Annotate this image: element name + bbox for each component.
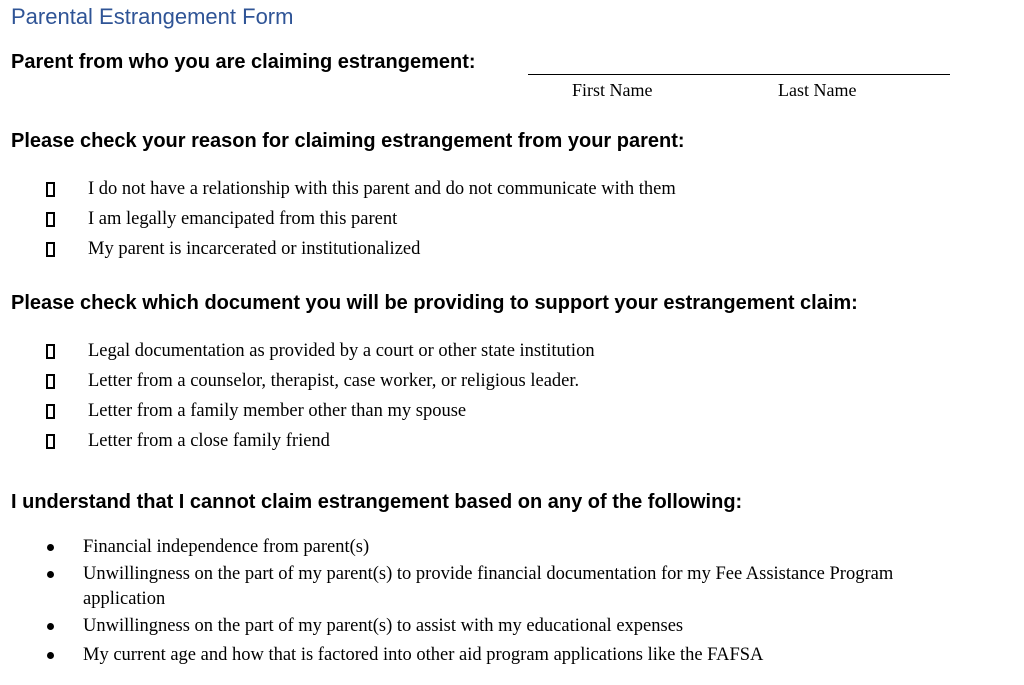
- document-option-counselor-letter[interactable]: [46, 369, 580, 393]
- reason-option-no-relationship[interactable]: [46, 177, 676, 201]
- document-heading: Please check which document you will be providing to support your estrangement claim:: [11, 292, 858, 314]
- document-option-label: Letter from a family member other than my spouse: [88, 400, 467, 421]
- reason-option-label: I do not have a relationship with this parent and do not communicate with them: [88, 178, 676, 199]
- document-option-label: Letter from a counselor, therapist, case worker, or religious leader.: [88, 370, 580, 391]
- parent-name-label: Parent from who you are claiming estrangement:: [11, 51, 476, 73]
- parent-name-field[interactable]: [528, 74, 950, 75]
- reason-heading: Please check your reason for claiming estrangement from your parent:: [11, 130, 685, 152]
- bullet-icon: [47, 544, 54, 551]
- checkbox[interactable]: [46, 344, 55, 359]
- checkbox[interactable]: [46, 212, 55, 227]
- list-item-text: Unwillingness on the part of my parent(s) to assist with my educational expenses: [83, 616, 684, 636]
- bullet-icon: [47, 623, 54, 630]
- understand-heading: I understand that I cannot claim estrangement based on any of the following:: [11, 491, 743, 513]
- reason-option-label: My parent is incarcerated or institutionalized: [88, 238, 421, 259]
- reason-option-emancipated[interactable]: [46, 207, 398, 231]
- reason-option-label: I am legally emancipated from this parent: [88, 208, 398, 229]
- bullet-icon: [47, 652, 54, 659]
- reason-option-incarcerated[interactable]: [46, 237, 421, 261]
- form-title: Parental Estrangement Form: [11, 4, 294, 29]
- list-item-text: Financial independence from parent(s): [83, 537, 370, 557]
- checkbox[interactable]: [46, 434, 55, 449]
- last-name-label: Last Name: [778, 80, 857, 100]
- document-option-legal[interactable]: [46, 339, 595, 363]
- list-item-text: Unwillingness on the part of my parent(s) to provide financial documentation for my Fee Assistance Program application: [83, 564, 894, 609]
- document-option-family-letter[interactable]: [46, 399, 467, 423]
- bullet-icon: [47, 571, 54, 578]
- document-option-label: Legal documentation as provided by a court or other state institution: [88, 340, 595, 361]
- document-option-friend-letter[interactable]: [46, 429, 330, 453]
- checkbox[interactable]: [46, 242, 55, 257]
- checkbox[interactable]: [46, 404, 55, 419]
- checkbox[interactable]: [46, 182, 55, 197]
- checkbox[interactable]: [46, 374, 55, 389]
- list-item-text: My current age and how that is factored into other aid program applications like the FAFSA: [83, 645, 764, 665]
- first-name-label: First Name: [572, 80, 653, 100]
- document-option-label: Letter from a close family friend: [88, 430, 330, 451]
